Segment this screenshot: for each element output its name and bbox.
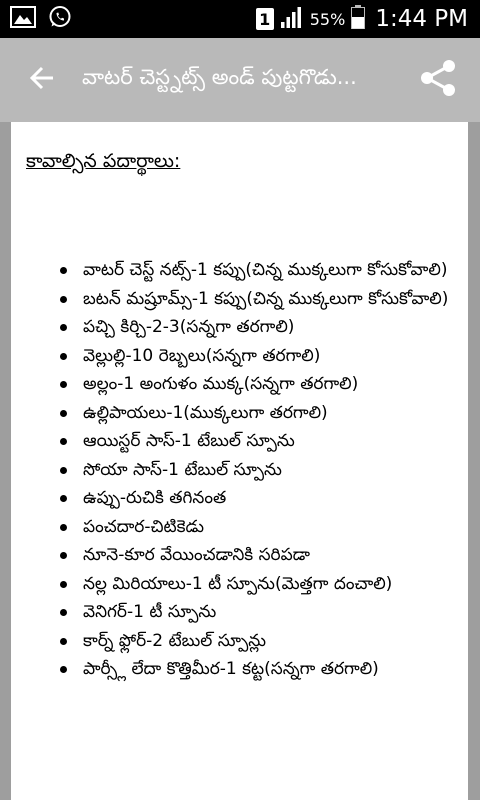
list-item: వెల్లుల్లి-10 రెబ్బలు(సన్నగా తరగాలి) bbox=[83, 342, 480, 371]
list-item: ఆయిస్టర్ సాస్-1 టేబుల్ స్పూను bbox=[83, 427, 480, 456]
battery-percent: 55% bbox=[309, 9, 346, 29]
list-item: ఉల్లిపాయలు-1(ముక్కలుగా తరగాలి) bbox=[83, 399, 480, 428]
list-item: పార్స్లీ లేదా కొత్తిమీర-1 కట్ట(సన్నగా తరగాలి) bbox=[83, 655, 480, 684]
signal-icon bbox=[280, 5, 304, 33]
list-item: పచ్చి కిర్చి-2-3(సన్నగా తరగాలి) bbox=[83, 313, 480, 342]
list-item: బటన్ మష్రూమ్స్-1 కప్పు(చిన్న ముక్కలుగా కోసుకోవాలి) bbox=[83, 285, 480, 314]
clock: 1:44 PM bbox=[375, 6, 468, 32]
ingredients-list bbox=[11, 256, 480, 684]
list-item: వాటర్ చెస్ట్ నట్స్-1 కప్పు(చిన్న ముక్కలుగా కోసుకోవాలి) bbox=[83, 256, 480, 285]
battery-icon bbox=[351, 5, 365, 33]
list-item: నూనె-కూర వేయించడానికి సరిపడా bbox=[83, 541, 480, 570]
ingredients-heading: కావాల్సిన పదార్థాలు: bbox=[26, 150, 181, 172]
whatsapp-icon bbox=[48, 5, 72, 33]
list-item: అల్లం-1 అంగుళం ముక్క(సన్నగా తరగాలి) bbox=[83, 370, 480, 399]
status-bar bbox=[0, 0, 480, 38]
back-button[interactable] bbox=[16, 50, 68, 110]
arrow-back-icon bbox=[28, 64, 56, 96]
share-button[interactable] bbox=[410, 50, 466, 110]
list-item: పంచదార-చిటికెడు bbox=[83, 513, 480, 542]
list-item: సోయా సాస్-1 టేబుల్ స్పూను bbox=[83, 456, 480, 485]
image-icon bbox=[10, 6, 36, 32]
content-card bbox=[11, 122, 468, 800]
list-item: వెనిగర్-1 టీ స్పూను bbox=[83, 598, 480, 627]
page-title: వాటర్ చెస్ట్నట్స్ అండ్ పుట్టగొడు... bbox=[82, 65, 357, 89]
app-bar bbox=[0, 38, 480, 122]
list-item: కార్న్ ఫ్లోర్-2 టేబుల్ స్పూన్లు bbox=[83, 627, 480, 656]
sim-slot-badge: 1 bbox=[256, 8, 274, 30]
share-icon bbox=[418, 58, 458, 102]
list-item: నల్ల మిరియాలు-1 టీ స్పూను(మెత్తగా దంచాలి) bbox=[83, 570, 480, 599]
list-item: ఉప్పు-రుచికి తగినంత bbox=[83, 484, 480, 513]
